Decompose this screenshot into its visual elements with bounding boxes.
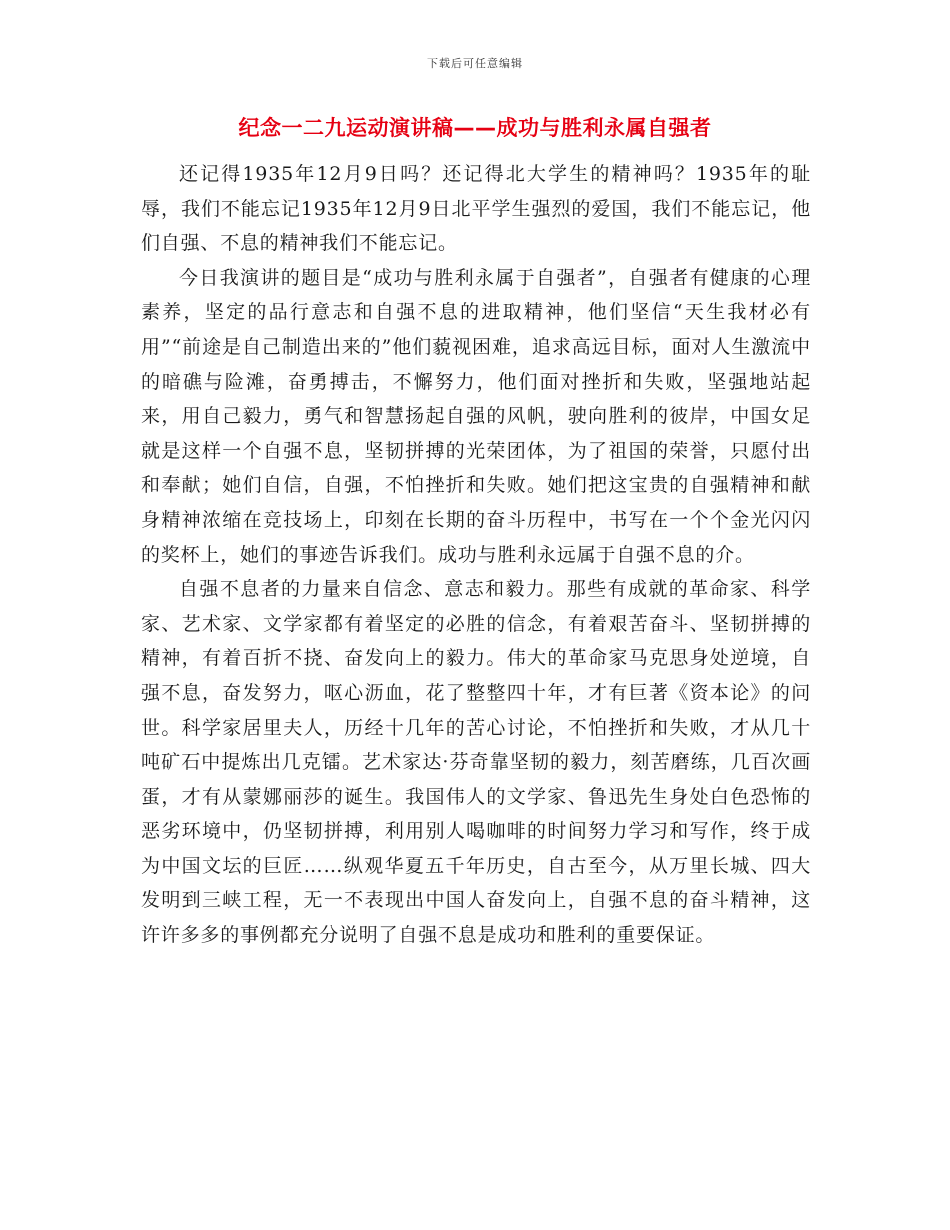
header-note: 下载后可任意编辑 (427, 57, 523, 70)
paragraph-1: 还记得1935年12月9日吗？还记得北大学生的精神吗？1935年的耻辱，我们不能忘记1935年12月9日北平学生强烈的爱国，我们不能忘记，他们自强、不息的精神我们不能忘记。 (141, 163, 811, 255)
paragraph-2: 今日我演讲的题目是“成功与胜利永属于自强者”，自强者有健康的心理素养，坚定的品行意志和自强不息的进取精神，他们坚信“天生我材必有用”“前途是自己制造出来的”他们藐视困难，追求高远目标，面对人生激流中的暗礁与险滩，奋勇搏击，不懈努力，他们面对挫折和失败，坚强地站起来，用自己毅力，勇气和智慧扬起自强的风帆，驶向胜利的彼岸，中国女足就是这样一个自强不息，坚韧拼搏的光荣团体，为了祖国的荣誉，只愿付出和奉献；她们自信，自强，不怕挫折和失败。她们把这宝贵的自强精神和献身精神浓缩在竞技场上，印刻在长期的奋斗历程中，书写在一个个金光闪闪的奖杯上，她们的事迹告诉我们。成功与胜利永远属于自强不息的介。 (141, 266, 811, 566)
paragraph-3: 自强不息者的力量来自信念、意志和毅力。那些有成就的革命家、科学家、艺术家、文学家都有着坚定的必胜的信念，有着艰苦奋斗、坚韧拼搏的精神，有着百折不挠、奋发向上的毅力。伟大的革命家马克思身处逆境，自强不息，奋发努力，呕心沥血，花了整整四十年，才有巨著《资本论》的问世。科学家居里夫人，历经十几年的苦心讨论，不怕挫折和失败，才从几十吨矿石中提炼出几克镭。艺术家达·芬奇靠坚韧的毅力，刻苦磨练，几百次画蛋，才有从蒙娜丽莎的诞生。我国伟人的文学家、鲁迅先生身处白色恐怖的恶劣环境中，仍坚韧拼搏，利用别人喝咖啡的时间努力学习和写作，终于成为中国文坛的巨匠……纵观华夏五千年历史，自古至今，从万里长城、四大发明到三峡工程，无一不表现出中国人奋发向上，自强不息的奋斗精神，这许许多多的事例都充分说明了自强不息是成功和胜利的重要保证。 (141, 578, 811, 947)
document-title: 纪念一二九运动演讲稿——成功与胜利永属自强者 (238, 116, 712, 140)
document-body (141, 157, 811, 953)
